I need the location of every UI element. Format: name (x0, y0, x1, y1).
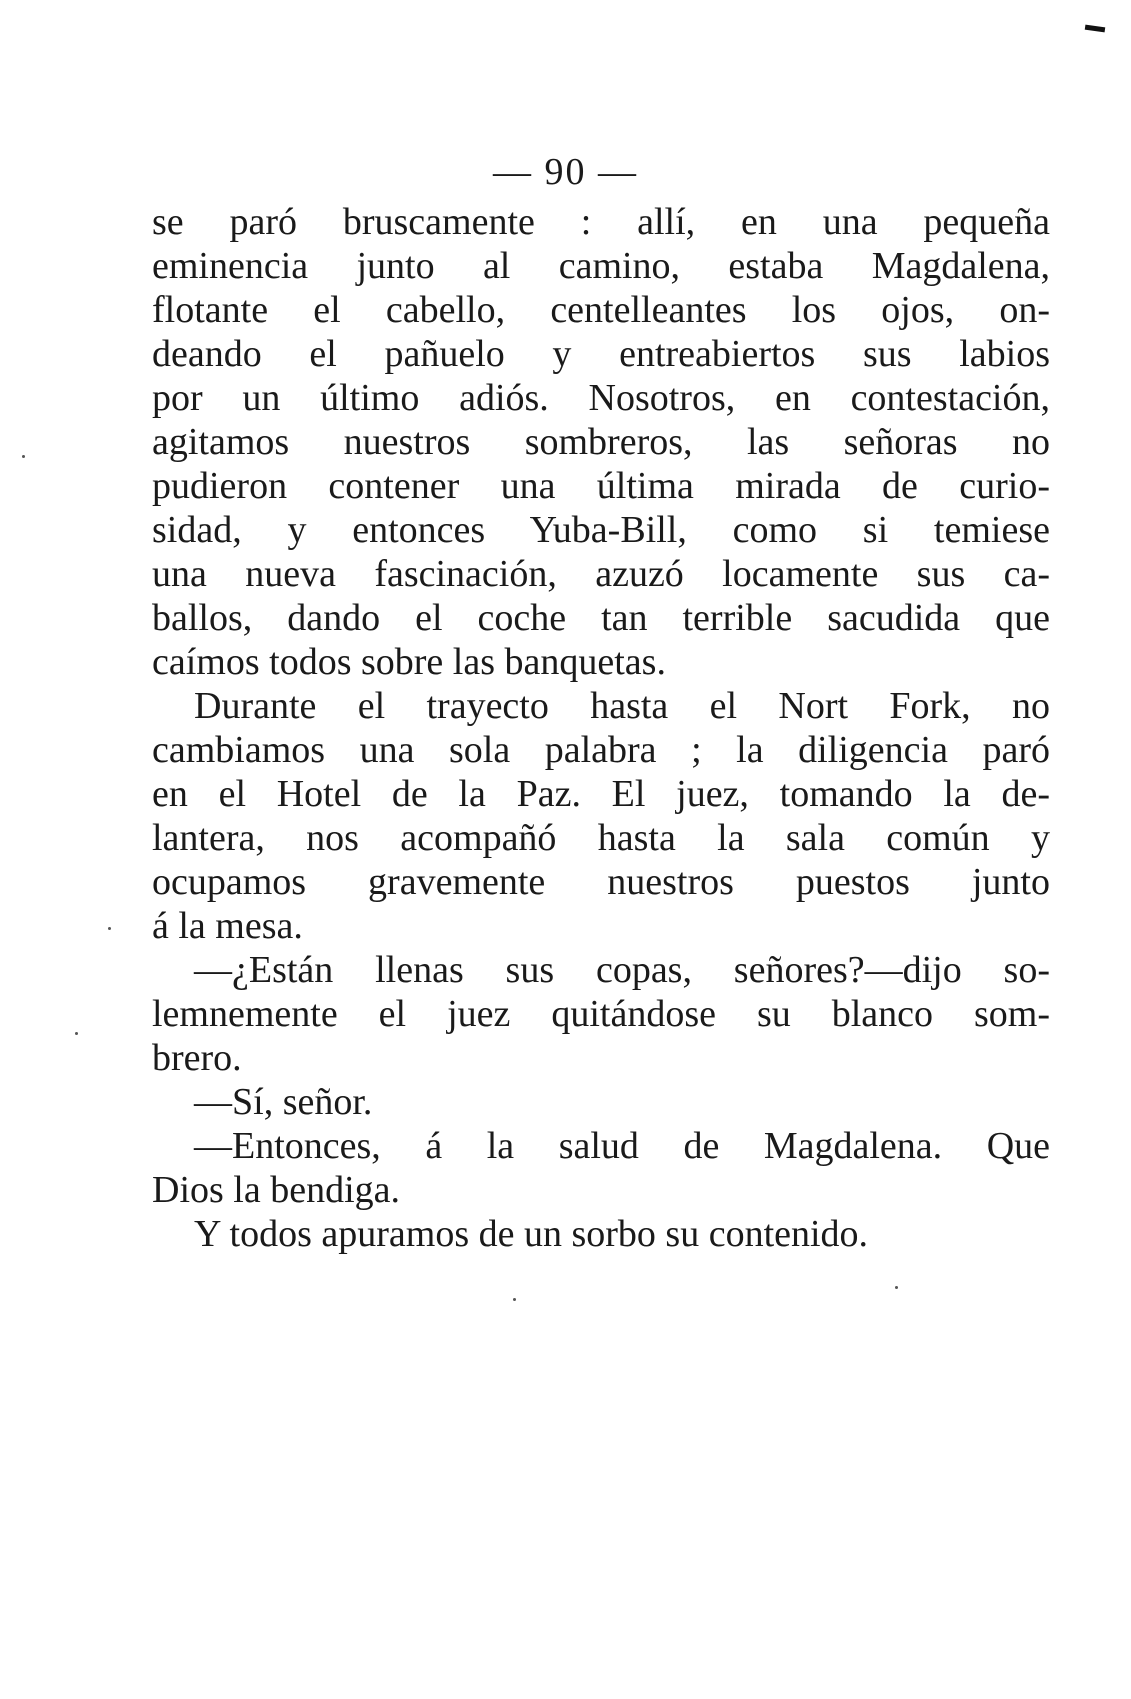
text-line: agitamos nuestros sombreros, las señoras no (152, 421, 1050, 463)
body-text (152, 200, 1050, 1256)
text-line: ballos, dando el coche tan terrible sacudida que (152, 597, 1050, 639)
text-line: Y todos apuramos de un sorbo su contenido. (194, 1213, 869, 1255)
paper-speck (108, 927, 111, 930)
text-line: ocupamos gravemente nuestros puestos junto (152, 861, 1050, 903)
text-line: Dios la bendiga. (152, 1169, 401, 1211)
paper-speck (75, 1032, 78, 1035)
paper-speck (513, 1298, 516, 1301)
text-line: lantera, nos acompañó hasta la sala común y (152, 817, 1050, 859)
text-line: Durante el trayecto hasta el Nort Fork, no (194, 685, 1050, 727)
text-line: —¿Están llenas sus copas, señores?—dijo so- (194, 949, 1050, 991)
text-line: brero. (152, 1037, 242, 1079)
text-line: lemnemente el juez quitándose su blanco som- (152, 993, 1050, 1035)
text-line: una nueva fascinación, azuzó locamente sus ca- (152, 553, 1050, 595)
text-line: por un último adiós. Nosotros, en contestación, (152, 377, 1050, 419)
text-line: se paró bruscamente : allí, en una pequeña (152, 201, 1050, 243)
corner-ink-mark (1085, 25, 1106, 33)
text-line: flotante el cabello, centelleantes los ojos, on- (152, 289, 1050, 331)
text-line: deando el pañuelo y entreabiertos sus labios (152, 333, 1050, 375)
text-line: cambiamos una sola palabra ; la diligencia paró (152, 729, 1050, 771)
text-line: eminencia junto al camino, estaba Magdalena, (152, 245, 1050, 287)
text-line: pudieron contener una última mirada de curio- (152, 465, 1050, 507)
text-line: sidad, y entonces Yuba-Bill, como si temiese (152, 509, 1050, 551)
text-line: caímos todos sobre las banquetas. (152, 641, 666, 683)
page-number: — 90 — (493, 151, 638, 193)
text-line: —Sí, señor. (194, 1081, 373, 1123)
paper-speck (22, 455, 25, 458)
text-line: á la mesa. (152, 905, 303, 947)
text-line: en el Hotel de la Paz. El juez, tomando la de- (152, 773, 1050, 815)
paper-speck (895, 1286, 898, 1289)
text-line: —Entonces, á la salud de Magdalena. Que (194, 1125, 1050, 1167)
